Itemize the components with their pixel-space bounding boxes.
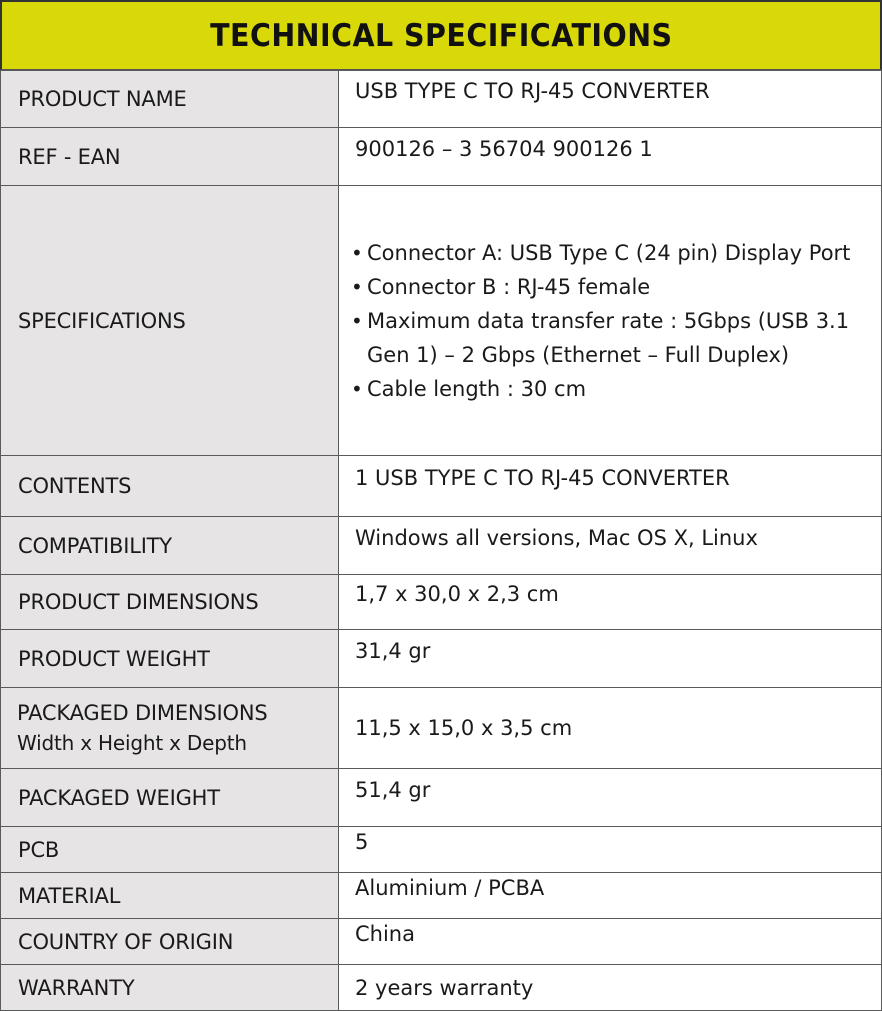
row-value — [339, 873, 882, 919]
table-row — [1, 630, 882, 688]
row-label — [1, 71, 339, 128]
table-row — [1, 575, 882, 630]
row-label — [1, 456, 339, 517]
list-item: • Connector A: USB Type C (24 pin) Display Port — [351, 236, 867, 270]
list-item: • Maximum data transfer rate : 5Gbps (USB 3.1 Gen 1) – 2 Gbps (Ethernet – Full Duplex) — [351, 304, 867, 372]
table-row — [1, 128, 882, 186]
row-label — [1, 965, 339, 1011]
title-bar — [0, 0, 882, 70]
label-text: CONTENTS — [18, 474, 132, 498]
label-text: PACKAGED DIMENSIONS — [17, 701, 268, 725]
sheet-title: TECHNICAL SPECIFICATIONS — [209, 17, 673, 54]
row-label — [1, 575, 339, 630]
label-text: PRODUCT WEIGHT — [18, 646, 210, 671]
value-text: 2 years warranty — [355, 975, 534, 1000]
label-text: PACKAGED WEIGHT — [18, 785, 220, 810]
row-value — [339, 919, 882, 965]
table-row — [1, 965, 882, 1011]
row-label — [1, 688, 339, 769]
row-value — [339, 517, 882, 575]
label-text: WARRANTY — [18, 975, 135, 1000]
list-item: • Cable length : 30 cm — [351, 372, 867, 406]
value-text: Aluminium / PCBA — [355, 875, 545, 900]
list-item: • Connector B : RJ-45 female — [351, 270, 867, 304]
value-text: 5 — [355, 829, 369, 854]
row-value — [339, 688, 882, 769]
row-value — [339, 71, 882, 128]
table-row — [1, 688, 882, 769]
table-row — [1, 769, 882, 827]
value-text: China — [355, 921, 415, 946]
row-value — [339, 128, 882, 186]
row-value — [339, 186, 882, 456]
row-label — [1, 128, 339, 186]
row-value — [339, 769, 882, 827]
table-row — [1, 186, 882, 456]
label-text: PCB — [18, 837, 60, 862]
table-row — [1, 517, 882, 575]
row-value — [339, 630, 882, 688]
value-text: 1 USB TYPE C TO RJ-45 CONVERTER — [355, 466, 730, 490]
row-label — [1, 517, 339, 575]
value-text: USB TYPE C TO RJ-45 CONVERTER — [355, 79, 710, 103]
row-label — [1, 769, 339, 827]
row-label — [1, 873, 339, 919]
label-text: PRODUCT NAME — [18, 87, 187, 111]
table-row — [1, 827, 882, 873]
specifications-list — [351, 236, 867, 406]
value-text: 11,5 x 15,0 x 3,5 cm — [355, 716, 573, 740]
value-text: Windows all versions, Mac OS X, Linux — [355, 525, 758, 550]
row-label — [1, 827, 339, 873]
row-value — [339, 456, 882, 517]
table-row — [1, 919, 882, 965]
row-value — [339, 827, 882, 873]
value-text: 31,4 gr — [355, 638, 431, 663]
label-text: PRODUCT DIMENSIONS — [18, 590, 259, 614]
label-text: COUNTRY OF ORIGIN — [18, 929, 234, 954]
row-label — [1, 630, 339, 688]
value-text: 51,4 gr — [355, 777, 431, 802]
row-label — [1, 186, 339, 456]
row-label — [1, 919, 339, 965]
row-value — [339, 575, 882, 630]
spec-table — [0, 70, 882, 1011]
label-text: MATERIAL — [18, 883, 121, 908]
value-text: 900126 – 3 56704 900126 1 — [355, 136, 653, 161]
table-row — [1, 71, 882, 128]
table-row — [1, 873, 882, 919]
label-text: REF - EAN — [18, 144, 121, 169]
label-text: COMPATIBILITY — [18, 533, 172, 558]
value-text: 1,7 x 30,0 x 2,3 cm — [355, 582, 559, 606]
row-value — [339, 965, 882, 1011]
label-text: SPECIFICATIONS — [18, 308, 186, 333]
table-row — [1, 456, 882, 517]
sublabel-text: Width x Height x Depth — [17, 731, 247, 755]
